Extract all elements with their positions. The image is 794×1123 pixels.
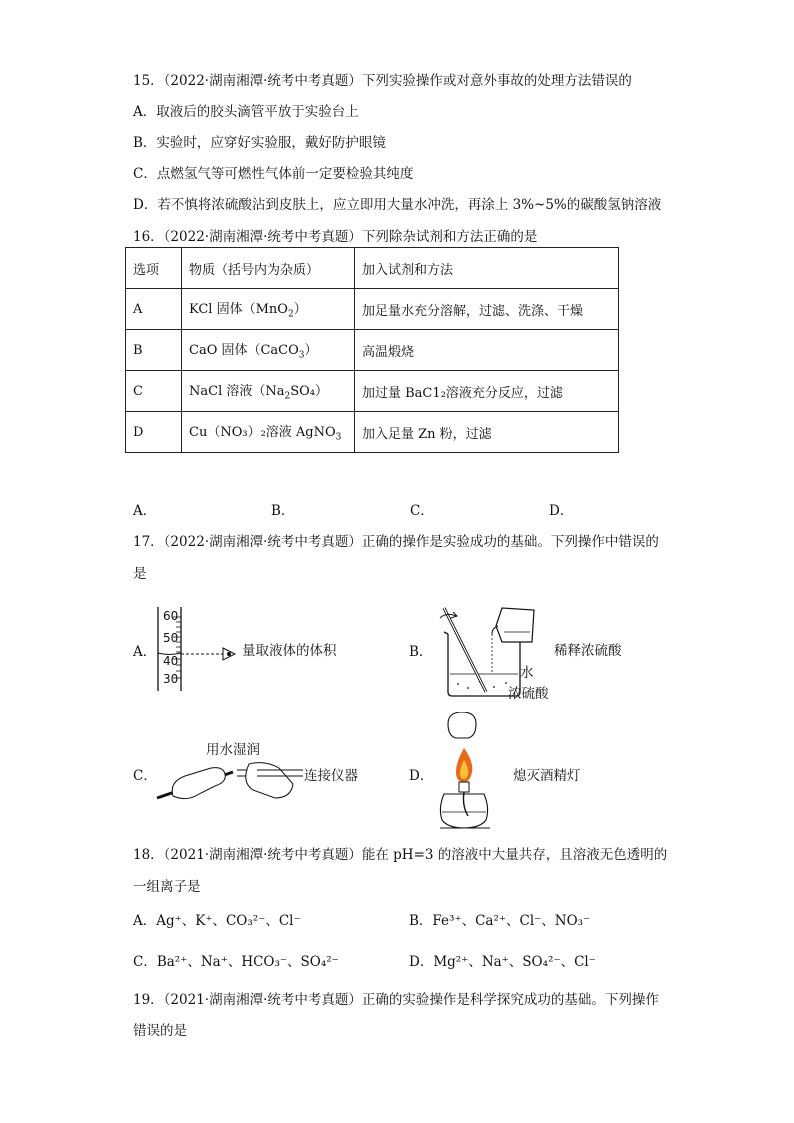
- q16-answer-c[interactable]: C．: [410, 503, 434, 519]
- table-row: [126, 289, 619, 330]
- table-cell-substance: KCl 固体（MnO$_2$）: [182, 289, 355, 330]
- q18-stem-continued: 一组离子是: [133, 879, 201, 895]
- fig-b-caption: 稀释浓硫酸: [554, 643, 622, 659]
- q18-stem: 18．（2021·湖南湘潭·统考中考真题）能在 pH=3 的溶液中大量共存，且溶液无色透明的: [133, 847, 668, 863]
- table-cell-option: D: [126, 412, 182, 453]
- q16-stem: 16．（2022·湖南湘潭·统考中考真题）下列除杂试剂和方法正确的是: [133, 229, 538, 245]
- fig-c-wet-label: 用水湿润: [206, 742, 260, 758]
- alcohol-lamp-figure: [434, 712, 504, 830]
- cylinder-tick-30: 30: [163, 672, 179, 686]
- q18-option-a[interactable]: A．Ag⁺、K⁺、CO₃²⁻、Cl⁻: [133, 913, 301, 929]
- q17-option-a-label[interactable]: A．: [133, 644, 157, 660]
- q17-option-d-label[interactable]: D．: [409, 768, 434, 784]
- table-cell-substance: CaO 固体（CaCO$_3$）: [182, 330, 355, 371]
- fig-b-acid-label: 浓硫酸: [508, 686, 549, 702]
- tube-connection-figure: [153, 756, 313, 806]
- table-row: [126, 330, 619, 371]
- q15-option-d[interactable]: D．若不慎将浓硫酸沾到皮肤上，应立即用大量水冲洗，再涂上 3%~5%的碳酸氢钠溶液: [133, 197, 662, 213]
- table-header-cell: 加入试剂和方法: [355, 248, 619, 289]
- fig-d-caption: 熄灭酒精灯: [513, 768, 581, 784]
- q16-answer-d[interactable]: D．: [549, 503, 574, 519]
- q17-stem: 17．（2022·湖南湘潭·统考中考真题）正确的操作是实验成功的基础。下列操作中错误的: [133, 534, 659, 550]
- cylinder-tick-60: 60: [163, 609, 179, 623]
- q15-stem: 15．（2022·湖南湘潭·统考中考真题）下列实验操作或对意外事故的处理方法错误的: [133, 73, 632, 89]
- table-cell-substance: NaCl 溶液$(Na_2SO_4)$: [182, 371, 355, 412]
- q18-option-d[interactable]: D．Mg²⁺、Na⁺、SO₄²⁻、Cl⁻: [409, 954, 596, 970]
- q16-answer-b[interactable]: B．: [271, 503, 295, 519]
- table-header-cell: 物质（括号内为杂质）: [182, 248, 355, 289]
- cylinder-tick-40: 40: [163, 654, 179, 668]
- fig-c-caption: 连接仪器: [304, 768, 358, 784]
- q16-answer-a[interactable]: A．: [133, 503, 157, 519]
- table-cell-option: A: [126, 289, 182, 330]
- q15-option-c[interactable]: C．点燃氢气等可燃性气体前一定要检验其纯度: [133, 166, 414, 182]
- table-header-cell: 选项: [126, 248, 182, 289]
- table-cell-option: C: [126, 371, 182, 412]
- q19-stem-continued: 错误的是: [133, 1023, 187, 1039]
- cylinder-tick-50: 50: [163, 631, 179, 645]
- q16-table: [125, 247, 619, 453]
- q18-option-b[interactable]: B．Fe³⁺、Ca²⁺、Cl⁻、NO₃⁻: [409, 913, 591, 929]
- table-cell-substance: Cu（NO₃）₂溶液 AgNO$_3$: [182, 412, 355, 453]
- table-cell-method: 加过量 BaC1₂溶液充分反应，过滤: [355, 371, 619, 412]
- table-row: [126, 412, 619, 453]
- q19-stem: 19．（2021·湖南湘潭·统考中考真题）正确的实验操作是科学探究成功的基础。下列操作: [133, 992, 659, 1008]
- table-cell-option: B: [126, 330, 182, 371]
- q15-option-b[interactable]: B．实验时，应穿好实验服，戴好防护眼镜: [133, 135, 386, 151]
- fig-a-caption: 量取液体的体积: [242, 643, 337, 659]
- table-row: [126, 371, 619, 412]
- table-cell-method: 加入足量 Zn 粉，过滤: [355, 412, 619, 453]
- q17-option-c-label[interactable]: C．: [133, 768, 157, 784]
- q17-option-b-label[interactable]: B．: [409, 644, 433, 660]
- q15-option-a[interactable]: A．取液后的胶头滴管平放于实验台上: [133, 104, 359, 120]
- table-cell-method: 高温煅烧: [355, 330, 619, 371]
- table-cell-method: 加足量水充分溶解，过滤、洗涤、干燥: [355, 289, 619, 330]
- q18-option-c[interactable]: C．Ba²⁺、Na⁺、HCO₃⁻、SO₄²⁻: [133, 954, 339, 970]
- table-header-row: [126, 248, 619, 289]
- fig-b-water-label: 水: [520, 665, 534, 681]
- q17-stem-continued: 是: [133, 566, 147, 582]
